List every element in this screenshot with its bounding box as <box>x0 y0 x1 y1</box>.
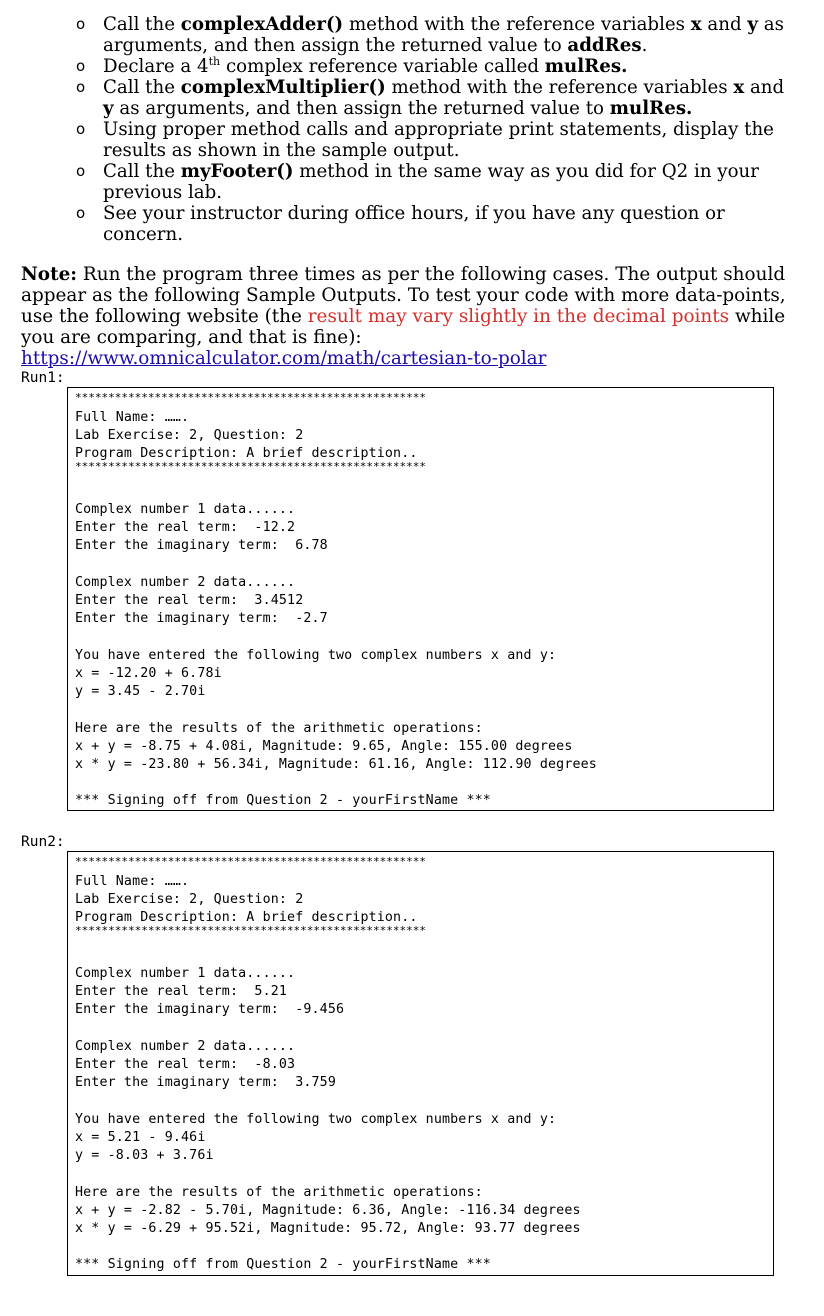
console-line: Enter the imaginary term: 6.78 <box>75 538 328 553</box>
console-line: You have entered the following two complex numbers x and y: <box>75 1112 557 1127</box>
console-line: Enter the imaginary term: -9.456 <box>75 1002 345 1017</box>
run2-label: Run2: <box>21 834 65 850</box>
console-line: Complex number 2 data...... <box>75 1039 296 1054</box>
instruction-text: method with the reference variables <box>385 77 734 98</box>
instruction-text: Call the <box>103 161 181 182</box>
instruction-text: addRes <box>567 35 642 56</box>
instruction-text: y <box>747 14 758 35</box>
note-red-text: result may vary slightly in the decimal points <box>307 306 730 327</box>
console-line: x = -12.20 + 6.78i <box>75 666 222 681</box>
run1-console <box>67 387 774 811</box>
instruction-text: Call the <box>103 77 181 98</box>
console-line: Complex number 1 data...... <box>75 966 296 981</box>
instruction-item <box>76 14 796 56</box>
console-line: x * y = -6.29 + 95.52i, Magnitude: 95.72, Angle: 93.77 degrees <box>75 1221 581 1236</box>
console-line: Enter the real term: 5.21 <box>75 984 288 999</box>
instruction-text: x <box>733 77 745 98</box>
console-line: Enter the imaginary term: 3.759 <box>75 1075 336 1090</box>
console-line: x = 5.21 - 9.46i <box>75 1130 206 1145</box>
console-line: Here are the results of the arithmetic operations: <box>75 721 483 736</box>
run1-label: Run1: <box>21 370 65 386</box>
bullet-icon: o <box>76 162 86 180</box>
console-line: Enter the real term: -12.2 <box>75 520 296 535</box>
instruction-text: Call the <box>103 14 181 35</box>
note-text-1: Run the program three times as per the following cases. The output should appear as the following Sample Outputs. To test your code with more data-points, use the following website (the <box>21 264 786 327</box>
instruction-text: mulRes. <box>609 98 693 119</box>
instruction-text: . <box>641 35 648 56</box>
instruction-text: th <box>208 54 221 68</box>
console-line: Full Name: ……. <box>75 874 190 889</box>
instruction-item <box>76 203 796 245</box>
instruction-text: mulRes. <box>544 56 628 77</box>
instruction-text: as arguments, and then assign the returned value to <box>113 98 610 119</box>
instruction-text: complex reference variable called <box>220 56 545 77</box>
instruction-text: method in the same way as you did for Q2 in your previous lab. <box>103 161 759 203</box>
console-line: Lab Exercise: 2, Question: 2 <box>75 892 304 907</box>
run2-console <box>67 851 774 1276</box>
note-label: Note: <box>21 264 78 285</box>
console-line: y = -8.03 + 3.76i <box>75 1148 214 1163</box>
console-line: You have entered the following two complex numbers x and y: <box>75 648 557 663</box>
bullet-icon: o <box>76 120 86 138</box>
instruction-item <box>76 161 796 203</box>
console-line: Enter the real term: -8.03 <box>75 1057 296 1072</box>
console-line: y = 3.45 - 2.70i <box>75 684 206 699</box>
instruction-list <box>76 14 796 245</box>
console-line: *** Signing off from Question 2 - yourFirstName *** <box>75 1257 491 1272</box>
note-paragraph <box>21 264 801 369</box>
console-separator: ***************************************************** <box>75 460 426 473</box>
note-text-2: while you are comparing, and that is fine): <box>21 306 786 348</box>
console-line: Full Name: ……. <box>75 410 190 425</box>
console-separator: ***************************************************** <box>75 855 426 868</box>
instruction-item <box>76 119 796 161</box>
instruction-text: x <box>690 14 702 35</box>
instruction-item <box>76 77 796 119</box>
console-line: x + y = -2.82 - 5.70i, Magnitude: 6.36, Angle: -116.34 degrees <box>75 1203 581 1218</box>
console-separator: ***************************************************** <box>75 391 426 404</box>
console-line: Enter the real term: 3.4512 <box>75 593 304 608</box>
instruction-text: as arguments, and then assign the returned value to <box>103 14 784 56</box>
instruction-text: complexMultiplier() <box>180 77 386 98</box>
console-line: Complex number 2 data...... <box>75 575 296 590</box>
instruction-text: y <box>103 98 114 119</box>
bullet-icon: o <box>76 78 86 96</box>
bullet-icon: o <box>76 57 86 75</box>
console-line: Enter the imaginary term: -2.7 <box>75 611 328 626</box>
instruction-text: and <box>701 14 748 35</box>
console-line: Complex number 1 data...... <box>75 502 296 517</box>
omnicalculator-link[interactable]: https://www.omnicalculator.com/math/cartesian-to-polar <box>21 348 547 369</box>
instruction-text: See your instructor during office hours, if you have any question or concern. <box>103 203 725 245</box>
instruction-text: myFooter() <box>180 161 294 182</box>
instruction-item <box>76 56 796 77</box>
instruction-text: and <box>744 77 785 98</box>
console-separator: ***************************************************** <box>75 924 426 937</box>
console-line: *** Signing off from Question 2 - yourFirstName *** <box>75 793 491 808</box>
instruction-text: Declare a 4 <box>103 56 209 77</box>
bullet-icon: o <box>76 15 86 33</box>
console-line: x + y = -8.75 + 4.08i, Magnitude: 9.65, Angle: 155.00 degrees <box>75 739 573 754</box>
console-line: x * y = -23.80 + 56.34i, Magnitude: 61.16, Angle: 112.90 degrees <box>75 757 597 772</box>
instruction-text: method with the reference variables <box>343 14 691 35</box>
console-line: Here are the results of the arithmetic operations: <box>75 1185 483 1200</box>
console-line: Program Description: A brief description.. <box>75 446 418 461</box>
console-line: Program Description: A brief description.. <box>75 910 418 925</box>
instruction-text: complexAdder() <box>180 14 344 35</box>
console-line: Lab Exercise: 2, Question: 2 <box>75 428 304 443</box>
instruction-text: Using proper method calls and appropriate print statements, display the results as shown in the sample output. <box>103 119 774 161</box>
bullet-icon: o <box>76 204 86 222</box>
